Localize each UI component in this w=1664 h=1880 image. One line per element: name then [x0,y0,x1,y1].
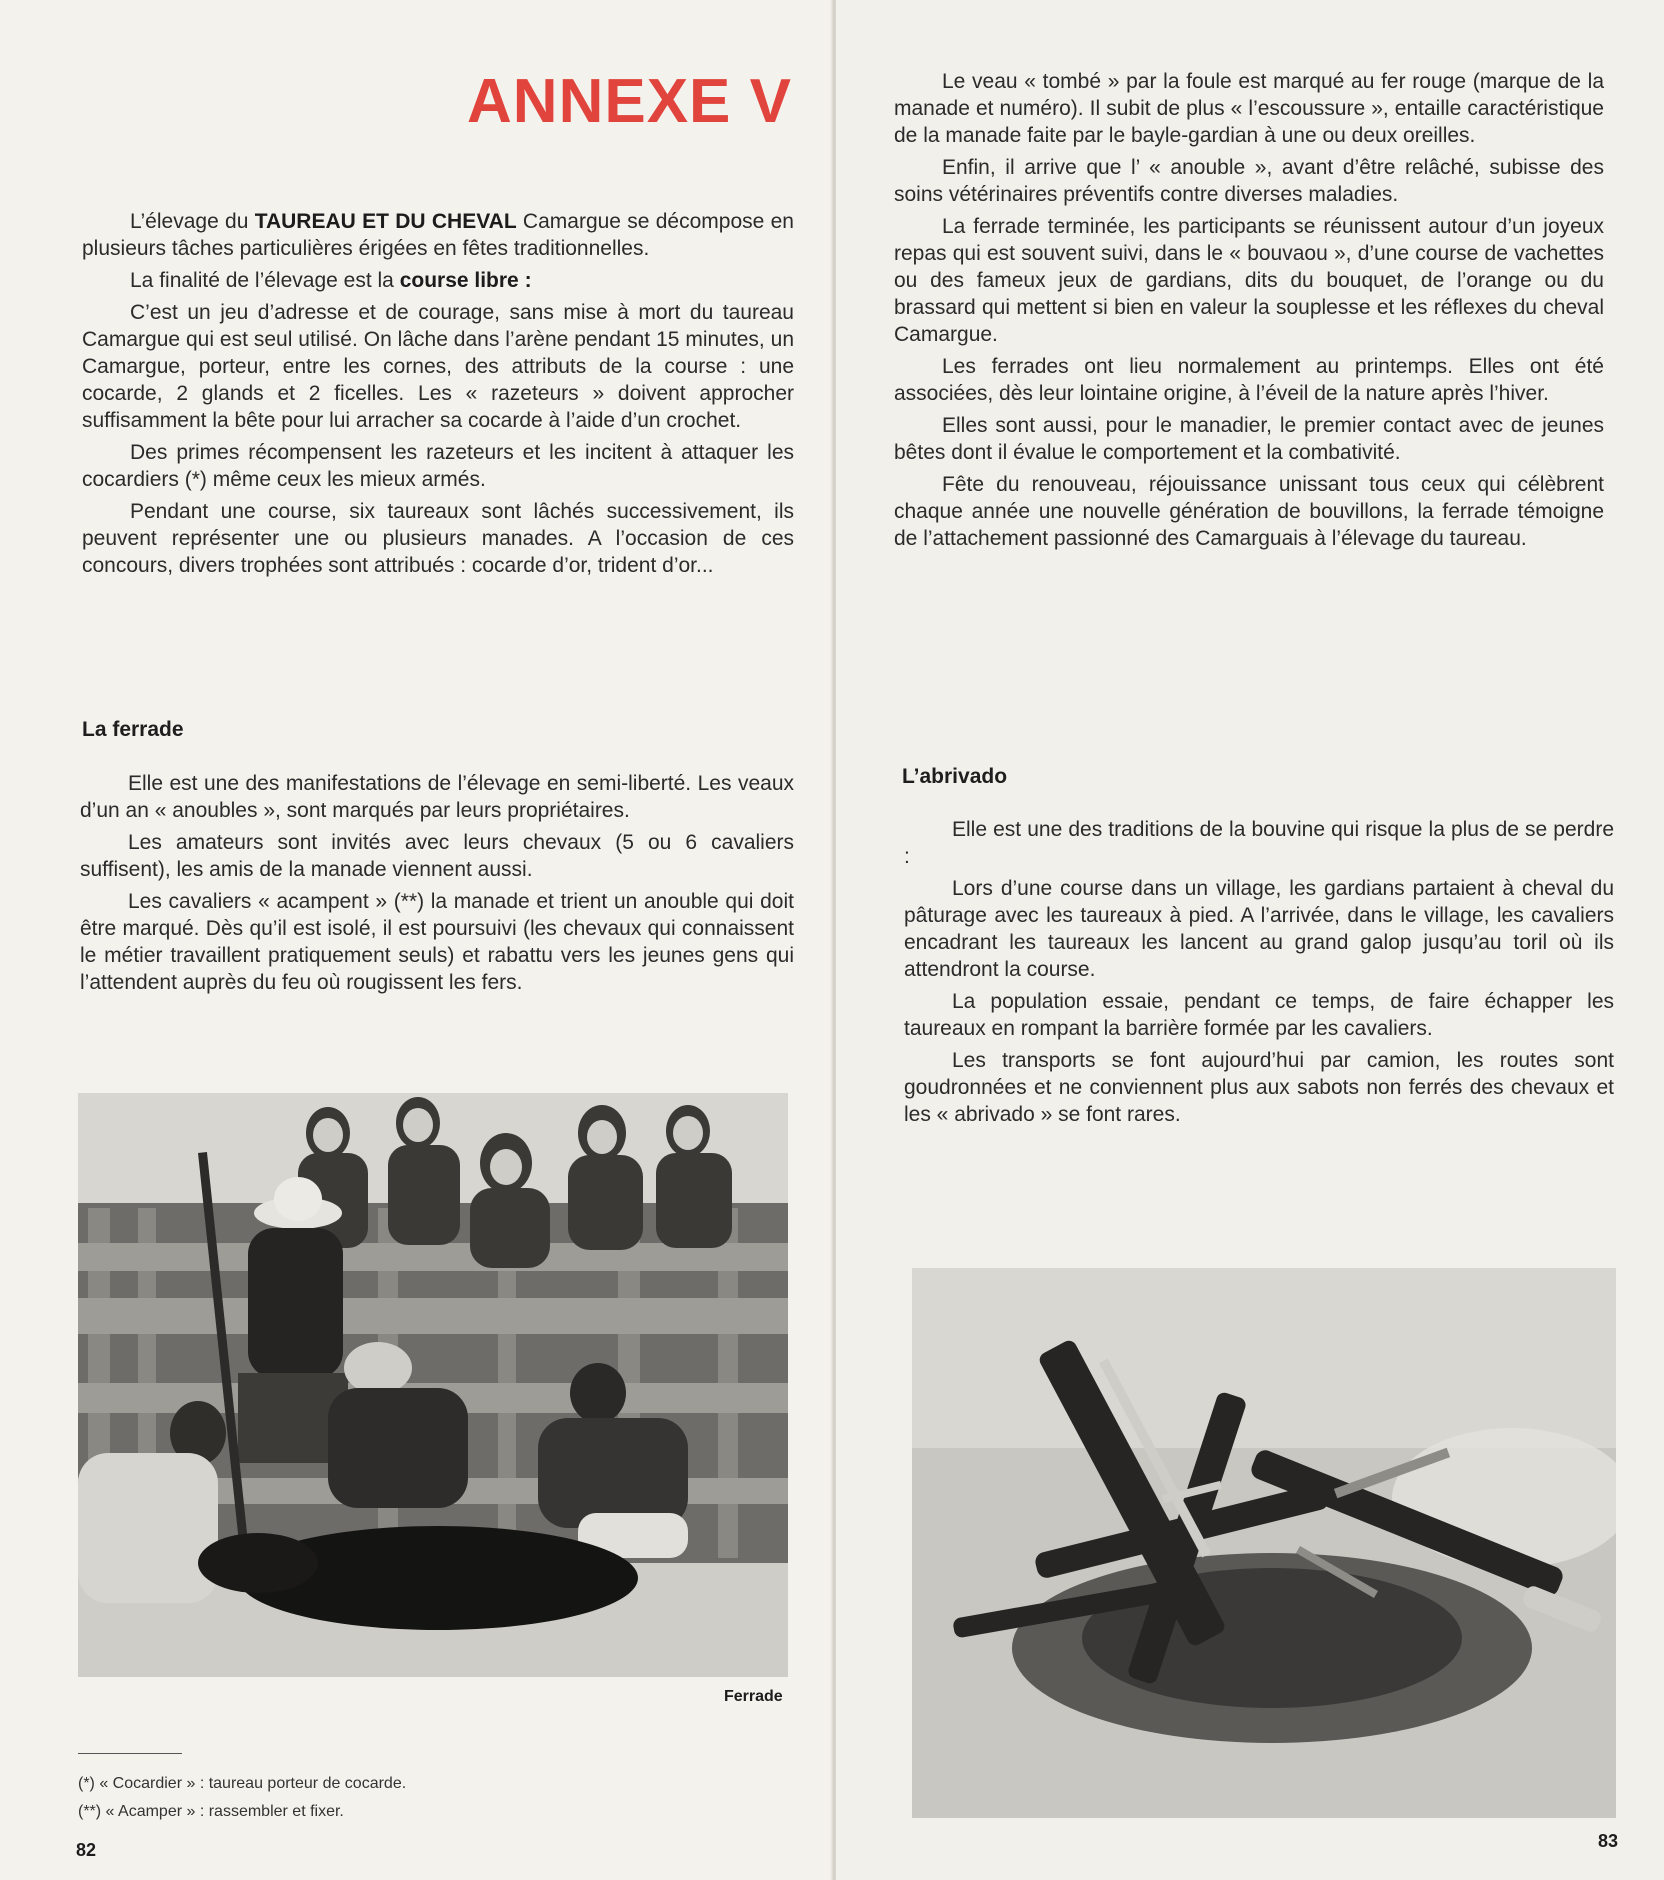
intro-paragraph: Pendant une course, six taureaux sont lâchés successivement, ils peuvent représenter une ou plusieurs manades. A l’occasion de ces concours, divers trophées sont attribués : cocarde d’or, trident d’or... [82,500,794,577]
abrivado-paragraph: Les transports se font aujourd’hui par camion, les routes sont goudronnées et ne conviennent plus aux sabots non ferrés des chevaux et les « abrivado » se font rares. [904,1049,1614,1126]
bold-term: course libre : [399,269,532,292]
ferrade-text [80,770,794,1001]
photo-caption: Ferrade [724,1688,783,1705]
footnote-2: (**) « Acamper » : rassembler et fixer. [78,1803,344,1820]
section-heading-abrivado: L’abrivado [902,765,1008,788]
ferrade-paragraph: Les cavaliers « acampent » (**) la manade et trient un anouble qui doit être marqué. Dès qu’il est isolé, il est poursuivi (les chevaux qui connaissent le métier travaillent pratiquement seuls) et rabattu vers les jeunes gens qui l’attendent auprès du feu où rougissent les fers. [80,890,794,994]
ferrade-paragraph: Elle est une des manifestations de l’élevage en semi-liberté. Les veaux d’un an « anoubles », sont marqués par leurs propriétaires. [80,772,794,822]
footnote-1: (*) « Cocardier » : taureau porteur de cocarde. [78,1775,407,1792]
intro-text [82,208,794,584]
abrivado-text [904,816,1614,1133]
right-page [836,0,1664,1880]
text-span: La finalité de l’élevage est la [130,269,400,292]
fire-photo-drawing [912,1268,1616,1818]
body-paragraph: Fête du renouveau, réjouissance unissant tous ceux qui célèbrent chaque année une nouvelle génération de bouvillons, la ferrade témoigne de l’attachement passionné des Camarguais à l’élevage du taureau. [894,473,1604,550]
intro-paragraph [82,267,794,294]
section-heading-ferrade: La ferrade [82,718,184,741]
annex-title: ANNEXE V [467,67,792,136]
ferrade-paragraph: Les amateurs sont invités avec leurs chevaux (5 ou 6 cavaliers suffisent), les amis de la manade viennent aussi. [80,831,794,881]
text-span: Camargue se décompose en plusieurs tâches particulières érigées en fêtes traditionnelles. [82,210,794,260]
body-paragraph: La ferrade terminée, les participants se réunissent autour d’un joyeux repas qui est souvent suivi, dans le « bouvaou », d’une course de vachettes ou des fameux jeux de gardians, dits du bouquet, de l’orange ou du brassard qui mettent si bien en valeur la souplesse et les réflexes du cheval Camargue. [894,215,1604,346]
footnote-rule [78,1753,182,1754]
bold-term: TAUREAU ET DU CHEVAL [254,210,517,233]
abrivado-paragraph: La population essaie, pendant ce temps, de faire échapper les taureaux en rompant la barrière formée par les cavaliers. [904,990,1614,1040]
branding-fire-photo [912,1268,1616,1818]
page-number-left: 82 [76,1840,97,1860]
body-paragraph: Elles sont aussi, pour le manadier, le premier contact avec de jeunes bêtes dont il évalue le comportement et la combativité. [894,414,1604,464]
ferrade-photo-drawing [78,1093,788,1677]
intro-paragraph [82,208,794,262]
intro-paragraph: C’est un jeu d’adresse et de courage, sans mise à mort du taureau Camargue qui est seul utilisé. On lâche dans l’arène pendant 15 minutes, un Camargue, porteur, entre les cornes, des attributs de la course : une cocarde, 2 glands et 2 ficelles. Les « razeteurs » doivent approcher suffisamment la bête pour lui arracher sa cocarde à l’aide d’un crochet. [82,301,794,432]
body-paragraph: Le veau « tombé » par la foule est marqué au fer rouge (marque de la manade et numéro). Il subit de plus « l’escoussure », entaille caractéristique de la manade faite par le bayle-gardian à une ou deux oreilles. [894,70,1604,147]
body-paragraph: Les ferrades ont lieu normalement au printemps. Elles ont été associées, dès leur lointaine origine, à l’éveil de la nature après l’hiver. [894,355,1604,405]
ferrade-continued-text [894,68,1604,557]
abrivado-paragraph: Lors d’une course dans un village, les gardians partaient à cheval du pâturage avec les taureaux à pied. A l’arrivée, dans le village, les cavaliers encadrant les taureaux les lancent au grand galop jusqu’au toril où ils attendront la course. [904,877,1614,981]
page-number-right: 83 [1598,1831,1619,1851]
body-paragraph: Enfin, il arrive que l’ « anouble », avant d’être relâché, subisse des soins vétérinaires préventifs contre diverses maladies. [894,156,1604,206]
abrivado-paragraph: Elle est une des traditions de la bouvine qui risque la plus de se perdre : [904,818,1614,868]
ferrade-photo [78,1093,788,1677]
footnotes [78,1770,406,1826]
intro-paragraph: Des primes récompensent les razeteurs et les incitent à attaquer les cocardiers (*) même ceux les mieux armés. [82,441,794,491]
text-span: L’élevage du [130,210,255,233]
